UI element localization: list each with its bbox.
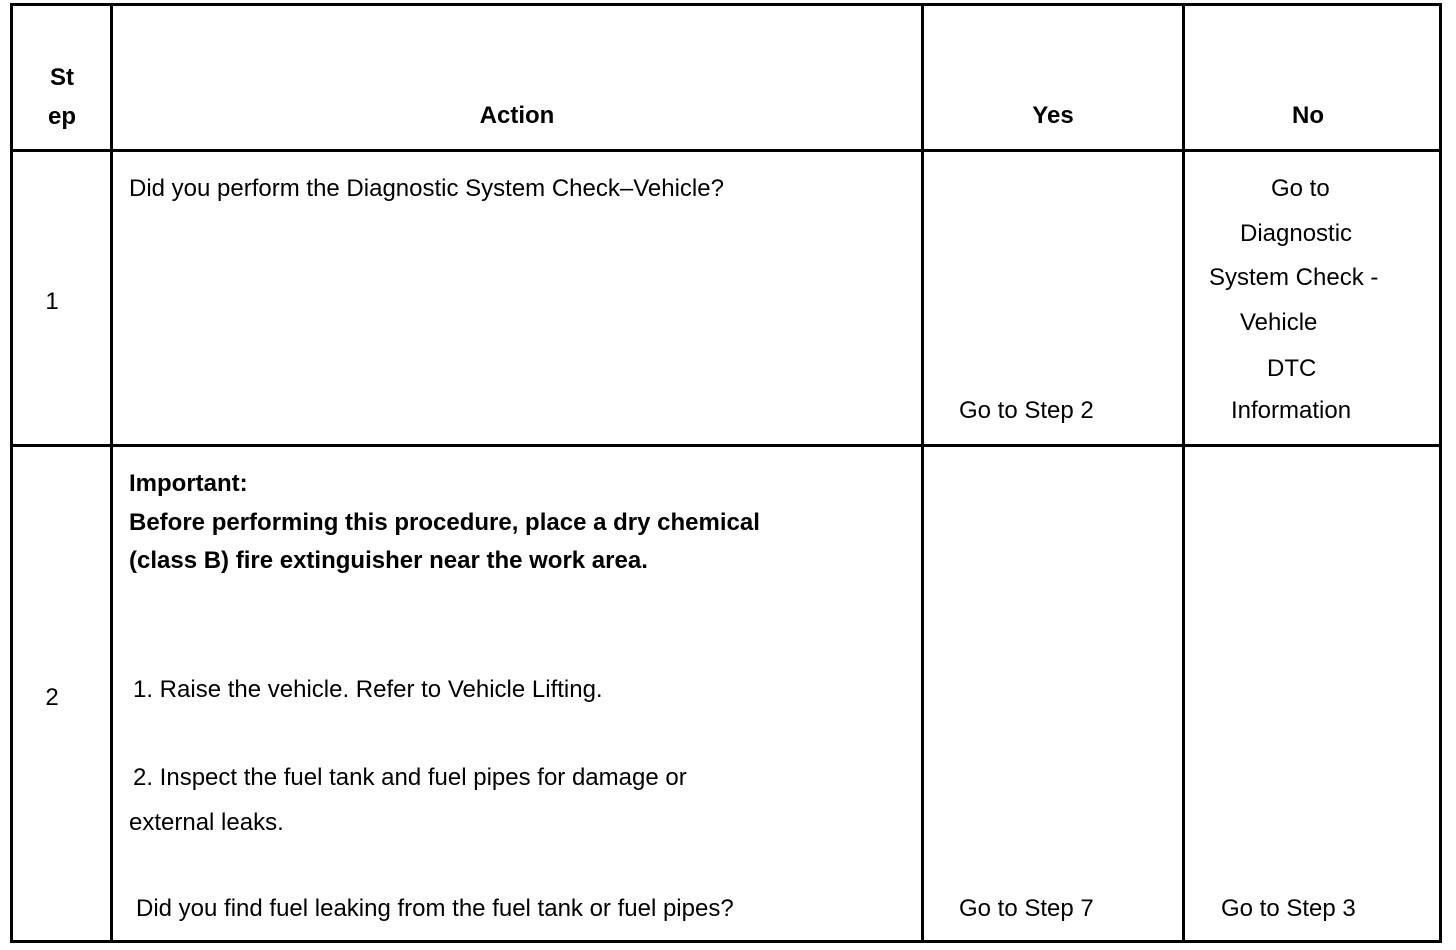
step-number: 2 [45,684,59,711]
no-outcome: Go to Step 3 [1221,895,1356,922]
column-divider-action-yes [921,3,924,943]
procedure-step-2: 2. Inspect the fuel tank and fuel pipes for damage or [133,764,687,791]
important-label: Important: [129,470,248,497]
important-note-line: (class B) fire extinguisher near the work area. [129,547,648,574]
step-number: 1 [45,288,59,315]
header-action: Action [479,102,555,129]
no-outcome-line: Information [1231,397,1352,424]
procedure-step-2-continued: external leaks. [129,809,284,836]
no-outcome-line: Vehicle [1240,309,1318,336]
no-outcome-line: DTC [1267,355,1317,382]
row-divider-row1 [10,444,1442,447]
procedure-step-1: 1. Raise the vehicle. Refer to Vehicle Lifting. [133,676,603,703]
no-outcome-line: System Check - [1209,264,1379,291]
action-question: Did you find fuel leaking from the fuel tank or fuel pipes? [136,895,734,922]
yes-outcome: Go to Step 7 [959,895,1094,922]
header-step-line1: St [50,64,74,91]
column-divider-yes-no [1182,3,1185,943]
no-outcome-line: Diagnostic [1240,220,1353,247]
column-divider-step-action [110,3,113,943]
yes-outcome: Go to Step 2 [959,397,1094,424]
header-yes: Yes [1032,102,1074,129]
header-no: No [1292,102,1324,129]
no-outcome-line: Go to [1271,175,1330,202]
header-step-line2: ep [47,103,76,130]
row-divider-header [10,149,1442,152]
action-question: Did you perform the Diagnostic System Check–Vehicle? [129,175,724,202]
important-note-line: Before performing this procedure, place a dry chemical [129,509,760,536]
